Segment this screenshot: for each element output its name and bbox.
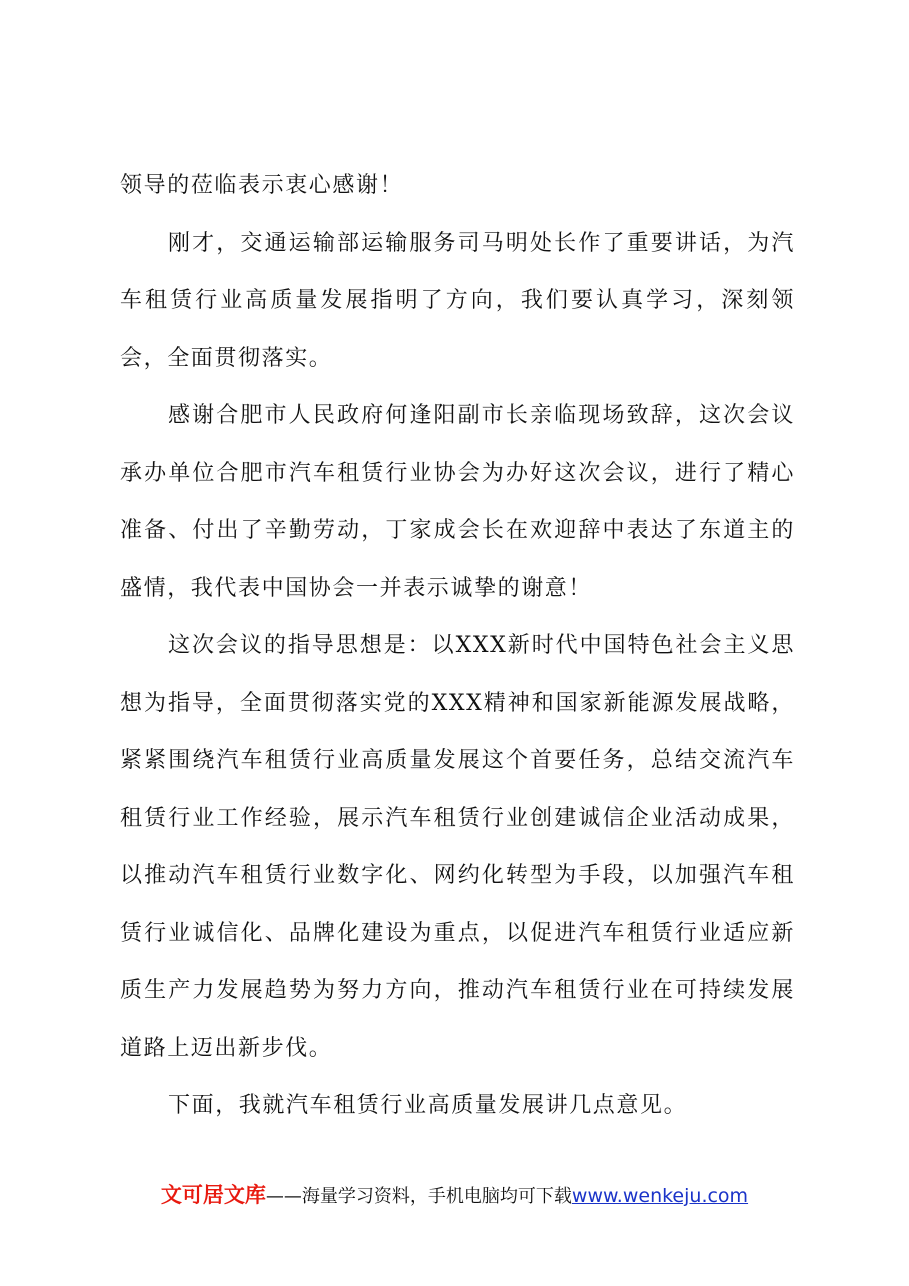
paragraph-1: 领导的莅临表示衷心感谢！ — [120, 173, 404, 198]
paragraph-5: 下面，我就汽车租赁行业高质量发展讲几点意见。 — [168, 1093, 688, 1118]
footer-website-link[interactable]: www.wenkeju.com — [571, 1185, 749, 1207]
paragraph-2: 刚才，交通运输部运输服务司马明处长作了重要讲话，为汽车租赁行业高质量发展指明了方向，我们要认真学习，深刻领会，全面贯彻落实。 — [120, 230, 795, 371]
footer-banner — [0, 1180, 909, 1212]
paragraph-3: 感谢合肥市人民政府何逢阳副市长亲临现场致辞，这次会议承办单位合肥市汽车租赁行业协会为办好这次会议，进行了精心准备、付出了辛勤劳动，丁家成会长在欢迎辞中表达了东道主的盛情，我代表中国协会一并表示诚挚的谢意！ — [120, 403, 795, 601]
paragraph-4: 这次会议的指导思想是：以XXX新时代中国特色社会主义思想为指导，全面贯彻落实党的XXX精神和国家新能源发展战略，紧紧围绕汽车租赁行业高质量发展这个首要任务，总结交流汽车租赁行业工作经验，展示汽车租赁行业创建诚信企业活动成果，以推动汽车租赁行业数字化、网约化转型为手段，以加强汽车租赁行业诚信化、品牌化建设为重点，以促进汽车租赁行业适应新质生产力发展趋势为努力方向，推动汽车租赁行业在可持续发展道路上迈出新步伐。 — [120, 633, 795, 1061]
footer-brand: 文可居文库 — [160, 1183, 266, 1207]
footer-tagline: ——海量学习资料，手机电脑均可下载 — [265, 1186, 572, 1207]
document-body — [120, 157, 795, 1135]
